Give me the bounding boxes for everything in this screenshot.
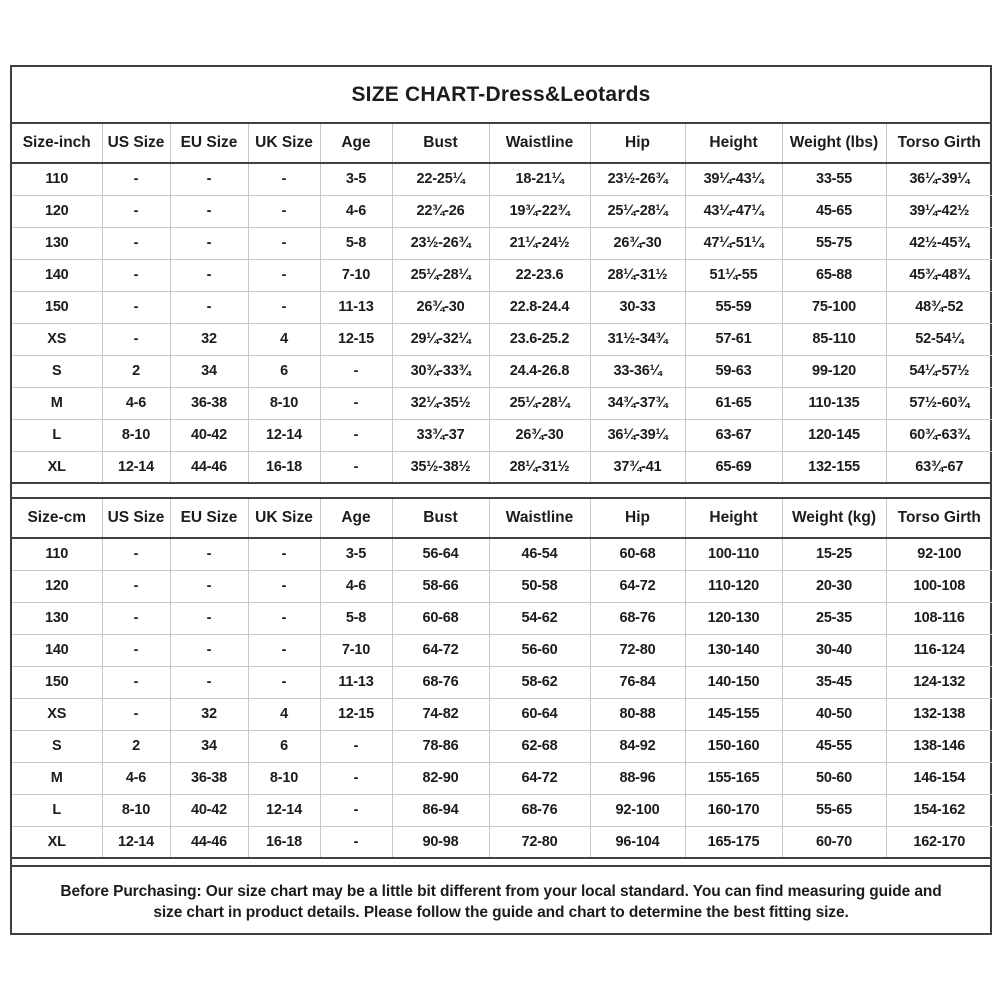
- cell: 5-8: [320, 227, 392, 259]
- cell: 7-10: [320, 634, 392, 666]
- cell: 12-14: [248, 794, 320, 826]
- cell: 138-146: [886, 730, 992, 762]
- cell: 63¾-67: [886, 451, 992, 483]
- cell: -: [102, 698, 170, 730]
- table-row: [12, 323, 992, 355]
- column-header: Torso Girth: [886, 123, 992, 163]
- cell: 92-100: [886, 538, 992, 570]
- cell: 5-8: [320, 602, 392, 634]
- cell: 25¼-28¼: [489, 387, 590, 419]
- cell: 30-40: [782, 634, 886, 666]
- cell: 4: [248, 698, 320, 730]
- cell: 146-154: [886, 762, 992, 794]
- column-header: US Size: [102, 123, 170, 163]
- cell: 34¾-37¾: [590, 387, 685, 419]
- table-row: [12, 355, 992, 387]
- cell: 52-54¼: [886, 323, 992, 355]
- cell: 65-69: [685, 451, 782, 483]
- cell: 54-62: [489, 602, 590, 634]
- column-header: EU Size: [170, 123, 248, 163]
- cell: 110: [12, 163, 102, 195]
- cell: 8-10: [248, 762, 320, 794]
- column-header: Size-inch: [12, 123, 102, 163]
- column-header: Bust: [392, 498, 489, 538]
- cell: 15-25: [782, 538, 886, 570]
- size-chart-sheet: [10, 65, 992, 935]
- cell: 140: [12, 634, 102, 666]
- cell: -: [248, 291, 320, 323]
- cell: 63-67: [685, 419, 782, 451]
- cell: 165-175: [685, 826, 782, 858]
- cell: 56-64: [392, 538, 489, 570]
- cell: 84-92: [590, 730, 685, 762]
- column-header: Height: [685, 123, 782, 163]
- cell: 45¾-48¾: [886, 259, 992, 291]
- cell: 22.8-24.4: [489, 291, 590, 323]
- cell: 124-132: [886, 666, 992, 698]
- cell: 60-64: [489, 698, 590, 730]
- cell: 59-63: [685, 355, 782, 387]
- cell: 16-18: [248, 451, 320, 483]
- cell: 58-62: [489, 666, 590, 698]
- cell: 6: [248, 730, 320, 762]
- cell: 120: [12, 195, 102, 227]
- header-row: [12, 123, 992, 163]
- cell: 32¼-35½: [392, 387, 489, 419]
- cell: M: [12, 762, 102, 794]
- cell: 92-100: [590, 794, 685, 826]
- cell: 120-145: [782, 419, 886, 451]
- cell: 88-96: [590, 762, 685, 794]
- cell: 154-162: [886, 794, 992, 826]
- cell: 64-72: [590, 570, 685, 602]
- cell: 8-10: [102, 419, 170, 451]
- cell: 40-42: [170, 794, 248, 826]
- cell: 22-23.6: [489, 259, 590, 291]
- cell: -: [170, 291, 248, 323]
- cell: 23½-26¾: [590, 163, 685, 195]
- cell: -: [248, 259, 320, 291]
- cell: 25¼-28¼: [392, 259, 489, 291]
- cell: S: [12, 730, 102, 762]
- cell: -: [102, 602, 170, 634]
- cell: -: [320, 794, 392, 826]
- cell: 100-108: [886, 570, 992, 602]
- cell: -: [248, 602, 320, 634]
- cell: -: [102, 666, 170, 698]
- cell: 3-5: [320, 163, 392, 195]
- cell: L: [12, 419, 102, 451]
- cell: -: [320, 762, 392, 794]
- cell: -: [102, 195, 170, 227]
- cell: 25-35: [782, 602, 886, 634]
- table-row: [12, 666, 992, 698]
- cell: 55-59: [685, 291, 782, 323]
- cell: 24.4-26.8: [489, 355, 590, 387]
- cell: 132-155: [782, 451, 886, 483]
- cell: 96-104: [590, 826, 685, 858]
- cell: 4-6: [320, 195, 392, 227]
- cell: 50-58: [489, 570, 590, 602]
- cell: 34: [170, 355, 248, 387]
- cell: 85-110: [782, 323, 886, 355]
- cell: 120-130: [685, 602, 782, 634]
- cell: 18-21¼: [489, 163, 590, 195]
- cell: 7-10: [320, 259, 392, 291]
- cell: -: [170, 195, 248, 227]
- column-header: EU Size: [170, 498, 248, 538]
- cell: 40-42: [170, 419, 248, 451]
- cell: 26¾-30: [392, 291, 489, 323]
- cell: -: [320, 826, 392, 858]
- table-row: [12, 826, 992, 858]
- cell: 11-13: [320, 291, 392, 323]
- cell: 29¼-32¼: [392, 323, 489, 355]
- cell: 110-120: [685, 570, 782, 602]
- cell: 50-60: [782, 762, 886, 794]
- cell: 130: [12, 227, 102, 259]
- cell: 44-46: [170, 451, 248, 483]
- cell: 60-70: [782, 826, 886, 858]
- cell: 90-98: [392, 826, 489, 858]
- cell: 12-15: [320, 698, 392, 730]
- column-header: Bust: [392, 123, 489, 163]
- cell: 75-100: [782, 291, 886, 323]
- table-row: [12, 730, 992, 762]
- cell: XL: [12, 826, 102, 858]
- cell: 100-110: [685, 538, 782, 570]
- cell: 39¼-42½: [886, 195, 992, 227]
- cell: 80-88: [590, 698, 685, 730]
- cell: -: [170, 602, 248, 634]
- cell: 22¾-26: [392, 195, 489, 227]
- cell: 78-86: [392, 730, 489, 762]
- cell: 12-15: [320, 323, 392, 355]
- column-header: Torso Girth: [886, 498, 992, 538]
- cell: 23.6-25.2: [489, 323, 590, 355]
- cell: 46-54: [489, 538, 590, 570]
- table-row: [12, 419, 992, 451]
- cell: -: [170, 259, 248, 291]
- cell: -: [102, 259, 170, 291]
- cell: 28¼-31½: [489, 451, 590, 483]
- cell: 22-25¼: [392, 163, 489, 195]
- cell: S: [12, 355, 102, 387]
- cell: -: [170, 634, 248, 666]
- column-header: Age: [320, 498, 392, 538]
- cell: -: [102, 291, 170, 323]
- cell: 2: [102, 730, 170, 762]
- cell: 44-46: [170, 826, 248, 858]
- cell: 40-50: [782, 698, 886, 730]
- cell: 32: [170, 323, 248, 355]
- cell: 130-140: [685, 634, 782, 666]
- cell: 86-94: [392, 794, 489, 826]
- cell: 58-66: [392, 570, 489, 602]
- cell: 33¾-37: [392, 419, 489, 451]
- cell: 55-65: [782, 794, 886, 826]
- cell: -: [170, 538, 248, 570]
- cell: 60-68: [590, 538, 685, 570]
- cell: 20-30: [782, 570, 886, 602]
- cell: 8-10: [248, 387, 320, 419]
- column-header: Waistline: [489, 498, 590, 538]
- cell: 47¼-51¼: [685, 227, 782, 259]
- cell: 145-155: [685, 698, 782, 730]
- cell: 12-14: [102, 826, 170, 858]
- cell: 4-6: [320, 570, 392, 602]
- cell: 132-138: [886, 698, 992, 730]
- cell: 60¾-63¾: [886, 419, 992, 451]
- column-header: Age: [320, 123, 392, 163]
- table-row: [12, 698, 992, 730]
- cell: 12-14: [248, 419, 320, 451]
- table-row: [12, 570, 992, 602]
- cell: 82-90: [392, 762, 489, 794]
- cell: XS: [12, 323, 102, 355]
- cell: 28¼-31½: [590, 259, 685, 291]
- table-row: [12, 634, 992, 666]
- cell: 76-84: [590, 666, 685, 698]
- cell: 68-76: [392, 666, 489, 698]
- cell: 64-72: [489, 762, 590, 794]
- column-header: Size-cm: [12, 498, 102, 538]
- cell: 60-68: [392, 602, 489, 634]
- cell: 4-6: [102, 387, 170, 419]
- column-header: US Size: [102, 498, 170, 538]
- cell: -: [320, 451, 392, 483]
- cell: -: [102, 323, 170, 355]
- cell: 110: [12, 538, 102, 570]
- cell: 64-72: [392, 634, 489, 666]
- column-header: Weight (lbs): [782, 123, 886, 163]
- cell: -: [320, 419, 392, 451]
- cell: -: [320, 387, 392, 419]
- cell: 32: [170, 698, 248, 730]
- cell: 36¼-39¼: [590, 419, 685, 451]
- cell: 42½-45¾: [886, 227, 992, 259]
- header-row: [12, 498, 992, 538]
- cell: 74-82: [392, 698, 489, 730]
- cell: XL: [12, 451, 102, 483]
- cell: 35½-38½: [392, 451, 489, 483]
- cell: 55-75: [782, 227, 886, 259]
- cell: 39¼-43¼: [685, 163, 782, 195]
- cell: 36-38: [170, 387, 248, 419]
- cell: 62-68: [489, 730, 590, 762]
- cell: -: [248, 570, 320, 602]
- cell: 12-14: [102, 451, 170, 483]
- column-header: Waistline: [489, 123, 590, 163]
- cell: 19¾-22¾: [489, 195, 590, 227]
- table-row: [12, 259, 992, 291]
- cell: 8-10: [102, 794, 170, 826]
- table-row: [12, 227, 992, 259]
- cell: 36-38: [170, 762, 248, 794]
- cell: 34: [170, 730, 248, 762]
- cell: 99-120: [782, 355, 886, 387]
- column-header: Hip: [590, 498, 685, 538]
- cell: 162-170: [886, 826, 992, 858]
- cell: -: [102, 634, 170, 666]
- cell: 120: [12, 570, 102, 602]
- cell: -: [248, 195, 320, 227]
- cell: 26¾-30: [590, 227, 685, 259]
- cell: 26¾-30: [489, 419, 590, 451]
- table-row: [12, 195, 992, 227]
- cell: 150: [12, 291, 102, 323]
- cell: 140: [12, 259, 102, 291]
- cell: 61-65: [685, 387, 782, 419]
- cell: 130: [12, 602, 102, 634]
- cell: 33-55: [782, 163, 886, 195]
- cell: 11-13: [320, 666, 392, 698]
- cell: 45-65: [782, 195, 886, 227]
- cell: 3-5: [320, 538, 392, 570]
- cell: -: [102, 538, 170, 570]
- cell: 35-45: [782, 666, 886, 698]
- cell: 45-55: [782, 730, 886, 762]
- column-header: Height: [685, 498, 782, 538]
- cell: 56-60: [489, 634, 590, 666]
- cell: 108-116: [886, 602, 992, 634]
- cell: -: [170, 666, 248, 698]
- cell: -: [170, 227, 248, 259]
- cell: -: [248, 538, 320, 570]
- cell: 2: [102, 355, 170, 387]
- cell: 57½-60¾: [886, 387, 992, 419]
- cell: 33-36¼: [590, 355, 685, 387]
- cell: 4-6: [102, 762, 170, 794]
- table-row: [12, 163, 992, 195]
- cell: 23½-26¾: [392, 227, 489, 259]
- cell: -: [170, 570, 248, 602]
- table-row: [12, 538, 992, 570]
- cell: 36¼-39¼: [886, 163, 992, 195]
- purchase-note-line-1: Before Purchasing: Our size chart may be a little bit different from your local standard. You can find measuring guide and: [60, 883, 942, 900]
- cell: M: [12, 387, 102, 419]
- cell: 68-76: [590, 602, 685, 634]
- purchase-note-line-2: size chart in product details. Please follow the guide and chart to determine the best fitting size.: [153, 904, 849, 921]
- cell: 43¼-47¼: [685, 195, 782, 227]
- cell: 116-124: [886, 634, 992, 666]
- chart-title: SIZE CHART-Dress&Leotards: [351, 82, 651, 106]
- cell: -: [320, 730, 392, 762]
- table-gap: [12, 484, 990, 497]
- cell: 30¾-33¾: [392, 355, 489, 387]
- purchase-note: [12, 865, 990, 938]
- cell: -: [248, 163, 320, 195]
- cell: 57-61: [685, 323, 782, 355]
- cell: 25¼-28¼: [590, 195, 685, 227]
- cell: 30-33: [590, 291, 685, 323]
- cell: 16-18: [248, 826, 320, 858]
- cell: -: [170, 163, 248, 195]
- size-table-cm: [12, 497, 992, 859]
- cell: 31½-34¾: [590, 323, 685, 355]
- cell: 72-80: [489, 826, 590, 858]
- cell: -: [102, 227, 170, 259]
- cell: 6: [248, 355, 320, 387]
- table-row: [12, 794, 992, 826]
- cell: 72-80: [590, 634, 685, 666]
- cell: -: [320, 355, 392, 387]
- cell: 48¾-52: [886, 291, 992, 323]
- column-header: Hip: [590, 123, 685, 163]
- cell: 21¼-24½: [489, 227, 590, 259]
- cell: 54¼-57½: [886, 355, 992, 387]
- column-header: Weight (kg): [782, 498, 886, 538]
- table-row: [12, 291, 992, 323]
- column-header: UK Size: [248, 498, 320, 538]
- cell: 155-165: [685, 762, 782, 794]
- cell: 51¼-55: [685, 259, 782, 291]
- size-table-inch: [12, 122, 992, 484]
- cell: 160-170: [685, 794, 782, 826]
- table-row: [12, 387, 992, 419]
- cell: XS: [12, 698, 102, 730]
- cell: 110-135: [782, 387, 886, 419]
- cell: -: [102, 570, 170, 602]
- cell: -: [248, 227, 320, 259]
- cell: 140-150: [685, 666, 782, 698]
- cell: 4: [248, 323, 320, 355]
- cell: -: [248, 634, 320, 666]
- cell: 37¾-41: [590, 451, 685, 483]
- cell: -: [102, 163, 170, 195]
- cell: 65-88: [782, 259, 886, 291]
- cell: L: [12, 794, 102, 826]
- cell: -: [248, 666, 320, 698]
- cell: 150: [12, 666, 102, 698]
- column-header: UK Size: [248, 123, 320, 163]
- table-row: [12, 602, 992, 634]
- cell: 68-76: [489, 794, 590, 826]
- cell: 150-160: [685, 730, 782, 762]
- table-row: [12, 762, 992, 794]
- table-row: [12, 451, 992, 483]
